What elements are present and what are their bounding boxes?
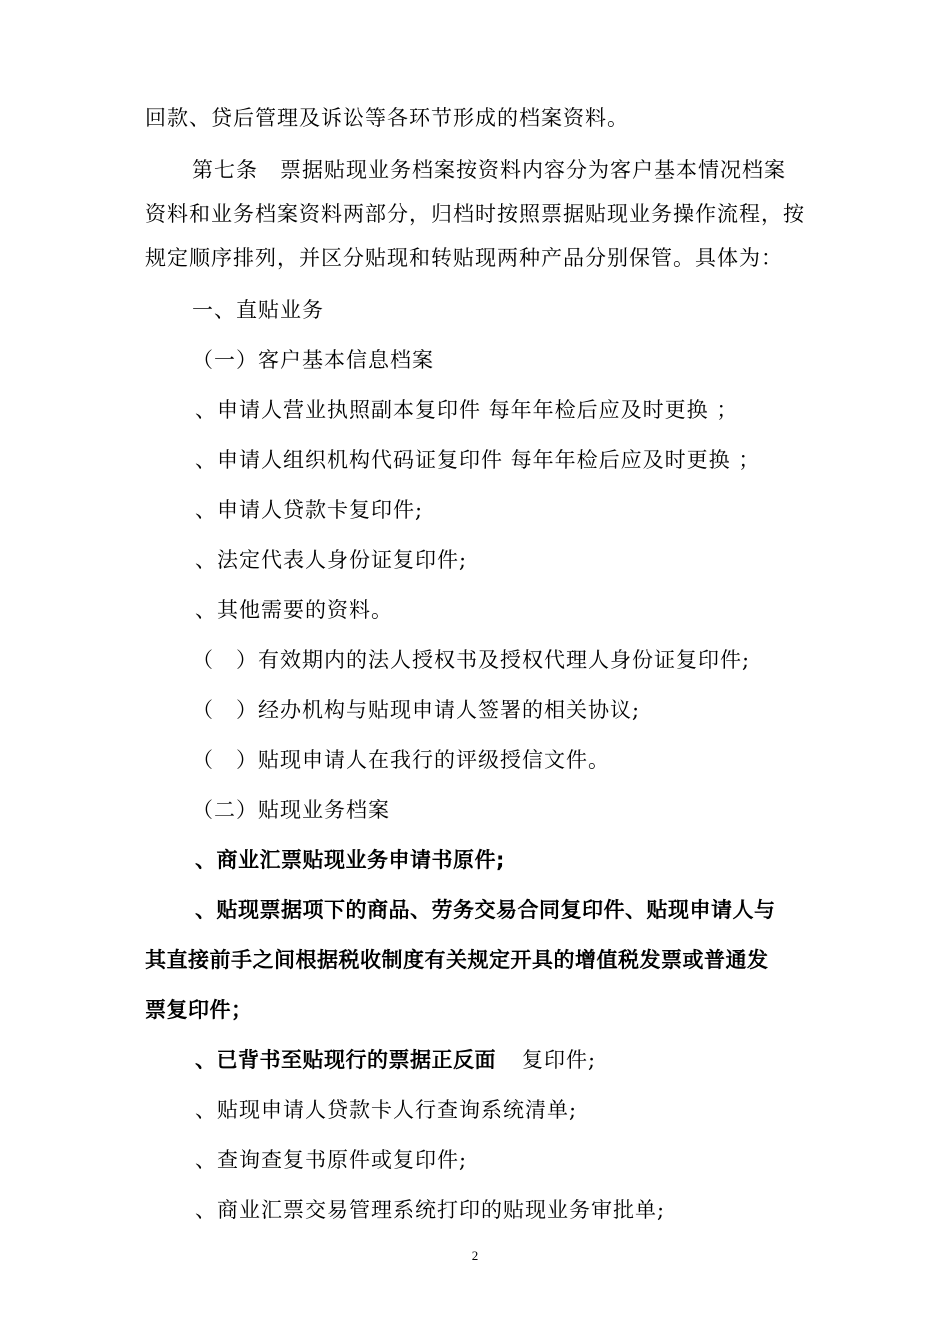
list-item: 、查询查复书原件或复印件; — [195, 1148, 468, 1172]
article-seven-heading-line: 第七条 票据贴现业务档案按资料内容分为客户基本情况档案 — [192, 158, 786, 182]
list-item: 、其他需要的资料。 — [195, 598, 393, 622]
list-item-continuation: 票复印件； — [145, 998, 253, 1022]
list-item: 、商业汇票贴现业务申请书原件; — [195, 848, 505, 872]
list-item: 、贴现票据项下的商品、劳务交易合同复印件、贴现申请人与 — [195, 898, 776, 922]
paragraph-line: 资料和业务档案资料两部分，归档时按照票据贴现业务操作流程，按 — [145, 202, 805, 226]
list-item: 、申请人营业执照副本复印件 每年年检后应及时更换 ； — [195, 398, 739, 422]
page-number: 2 — [471, 1248, 479, 1263]
paragraph-line: 回款、贷后管理及诉讼等各环节形成的档案资料。 — [145, 106, 629, 130]
list-item: （ ）有效期内的法人授权书及授权代理人身份证复印件; — [192, 648, 751, 672]
section-heading: 一、直贴业务 — [192, 298, 324, 322]
subsection-heading: （一）客户基本信息档案 — [192, 348, 434, 372]
paragraph-line: 规定顺序排列，并区分贴现和转贴现两种产品分别保管。具体为： — [145, 246, 783, 270]
list-item: 、申请人组织机构代码证复印件 每年年检后应及时更换 ； — [195, 448, 761, 472]
list-item: 、商业汇票交易管理系统打印的贴现业务审批单; — [195, 1198, 666, 1222]
list-item-tail: 复印件; — [522, 1048, 597, 1072]
list-item: 、申请人贷款卡复印件; — [195, 498, 424, 522]
list-item-continuation: 其直接前手之间根据税收制度有关规定开具的增值税发票或普通发 — [145, 948, 769, 972]
list-item: 、贴现申请人贷款卡人行查询系统清单; — [195, 1098, 578, 1122]
list-item: 、已背书至贴现行的票据正反面 — [195, 1048, 496, 1072]
list-item: （ ）经办机构与贴现申请人签署的相关协议; — [192, 698, 641, 722]
list-item: 、法定代表人身份证复印件; — [195, 548, 468, 572]
subsection-heading: （二）贴现业务档案 — [192, 798, 390, 822]
list-item: （ ）贴现申请人在我行的评级授信文件。 — [192, 748, 610, 772]
